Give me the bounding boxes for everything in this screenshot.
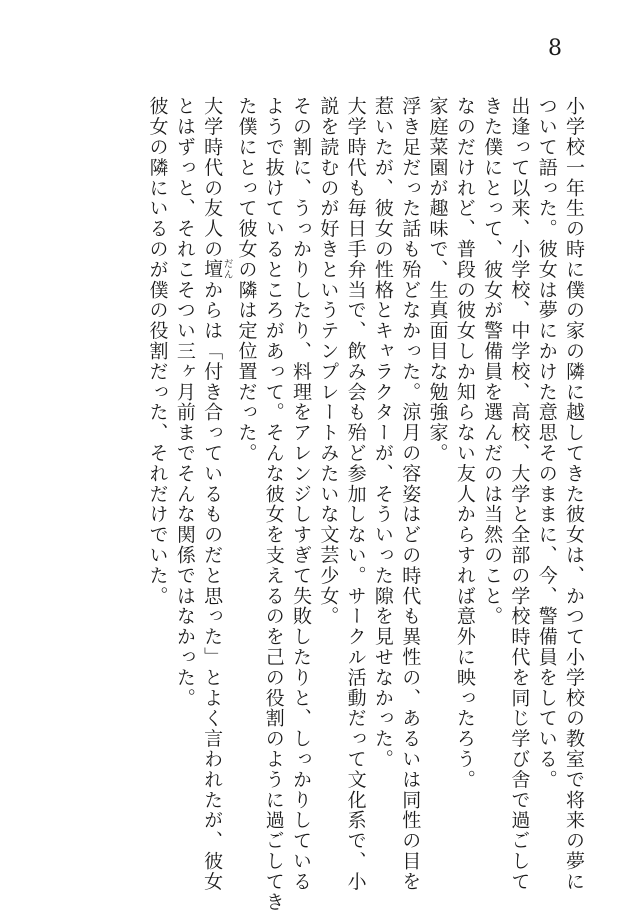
text-line: その割に、うっかりしたり、料理をアレンジしすぎて失敗したりと、しっかりしている [290, 96, 313, 892]
text-line: 小学校一年生の時に僕の家の隣に越してきた彼女は、かつて小学校の教室で将来の夢に [563, 96, 585, 892]
text-segment: 大学時代の友人の [201, 96, 224, 260]
page-number: 8 [548, 36, 562, 61]
text-line-with-ruby [198, 96, 233, 892]
text-line: た僕にとって彼女の隣は定位置だった。 [235, 96, 258, 464]
text-line: 出逢って以来、小学校、中学校、高校、大学と全部の学校時代を同じ学び舎で過ごして [508, 96, 531, 892]
ruby-base: 壇 [201, 258, 224, 281]
vertical-text-body [52, 96, 587, 912]
ruby-annotation [201, 258, 233, 281]
text-line: なのだけれど、普段の彼女しか知らない友人からすれば意外に映ったろう。 [453, 96, 476, 790]
text-segment: からは「付き合っているものだと思った」とよく言われたが、彼女 [201, 279, 224, 892]
text-line: 浮き足だった話も殆どなかった。涼月の容姿はどの時代も異性の、あるいは同性の目を [399, 96, 422, 892]
text-line: 家庭菜園が趣味で、生真面目な勉強家。 [426, 96, 449, 464]
text-line: 惹いたが、彼女の性格とキャラクターが、そういった隙を見せなかった。 [371, 96, 394, 770]
text-line: 彼女の隣にいるのが僕の役割だった、それだけでいた。 [146, 96, 169, 606]
text-line: きた僕にとって、彼女が警備員を選んだのは当然のこと。 [481, 96, 504, 627]
text-line: とはずっと、それこそつい三ヶ月前までそんな関係ではなかった。 [173, 96, 196, 708]
ruby-reading: だん [221, 258, 233, 281]
text-line: 説を読むのが好きというテンプレートみたいな文芸少女。 [317, 96, 340, 627]
text-line: 大学時代も毎日手弁当で、飲み会も殆ど参加しない。サークル活動だって文化系で、小 [344, 96, 367, 892]
text-line: ようで抜けているところがあって。そんな彼女を支えるのを己の役割のように過ごしてき [262, 96, 285, 912]
text-line: ついて語った。彼女は夢にかけた意思そのままに、今、警備員をしている。 [535, 96, 558, 790]
